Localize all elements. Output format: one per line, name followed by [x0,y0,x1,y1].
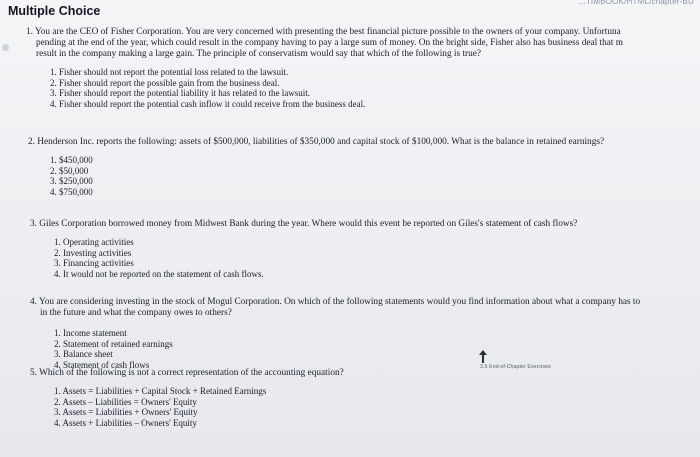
question-1-line: pending at the end of the year, which could result in the company having to pay a large sum of money. On the bright side, Fisher also has business deal that m [36,38,624,48]
answer-option[interactable]: 1. Fisher should not report the potential loss related to the lawsuit. [50,67,289,77]
cursor-arrow-icon [477,349,489,363]
question-1-options [50,67,700,109]
answer-option[interactable]: 3. Assets = Liabilities + Owners' Equity [54,407,198,418]
question-3-text: 3. Giles Corporation borrowed money from Midwest Bank during the year. Where would this event be reported on Giles's statement of cash flows? [30,219,578,229]
question-1-line: 1. You are the CEO of Fisher Corporation. You are very concerned with presenting the best financial picture possible to the owners of your company. Unfortuna [26,27,621,37]
question-2-text: 2. Henderson Inc. reports the following: assets of $500,000, liabilities of $350,000 and capital stock of $100,000. What is the balance in retained earnings? [28,137,605,147]
question-2-options [50,155,604,197]
answer-option[interactable]: 4. Assets + Liabilities – Owners' Equity [54,417,197,428]
answer-option[interactable]: 1. Income statement [54,328,127,338]
answer-option[interactable]: 4. $750,000 [50,186,93,197]
question-1-text [26,27,700,60]
answer-option[interactable]: 3. Balance sheet [54,349,113,360]
question-5-options [54,386,344,428]
question-4 [30,297,640,370]
answer-option[interactable]: 2. Fisher should report the possible gain from the business deal. [50,77,280,88]
question-1 [26,27,700,109]
question-4-line: in the future and what the company owes to others? [40,308,232,318]
answer-option[interactable]: 4. It would not be reported on the statement of cash flows. [54,268,264,279]
answer-option[interactable]: 2. Assets – Liabilities = Owners' Equity [54,396,197,407]
margin-marker [2,44,9,51]
question-4-line: 4. You are considering investing in the stock of Mogul Corporation. On which of the following statements would you find information about what a company has to [30,297,641,307]
answer-option[interactable]: 4. Fisher should report the potential cash inflow it could receive from the business deal. [50,98,366,109]
answer-option[interactable]: 1. Assets = Liabilities + Capital Stock + Retained Earnings [54,386,267,396]
section-link[interactable]: 3.5 End-of-Chapter Exercises [480,364,551,370]
answer-option[interactable]: 3. Fisher should report the potential liability it has related to the lawsuit. [50,88,310,99]
url-fragment: ...TIMBOOK/HTML/chapter-BU [578,0,694,6]
question-3-options [54,237,577,279]
answer-option[interactable]: 1. $450,000 [50,155,93,165]
answer-option[interactable]: 4. Statement of cash flows [54,359,150,370]
answer-option[interactable]: 2. $50,000 [50,165,89,176]
answer-option[interactable]: 2. Statement of retained earnings [54,338,173,349]
question-5 [30,368,344,428]
answer-option[interactable]: 3. Financing activities [54,258,134,269]
page-title: Multiple Choice [8,4,101,18]
question-5-text: 5. Which of the following is not a correct representation of the accounting equation? [30,368,344,378]
answer-option[interactable]: 3. $250,000 [50,176,93,187]
question-2 [28,137,604,197]
question-4-options [54,328,640,370]
answer-option[interactable]: 1. Operating activities [54,237,134,247]
question-1-line: result in the company making a large gain. The principle of conservatism would say that which of the following is true? [36,49,482,59]
question-4-text [30,297,640,319]
answer-option[interactable]: 2. Investing activities [54,247,132,258]
question-3 [30,219,577,279]
